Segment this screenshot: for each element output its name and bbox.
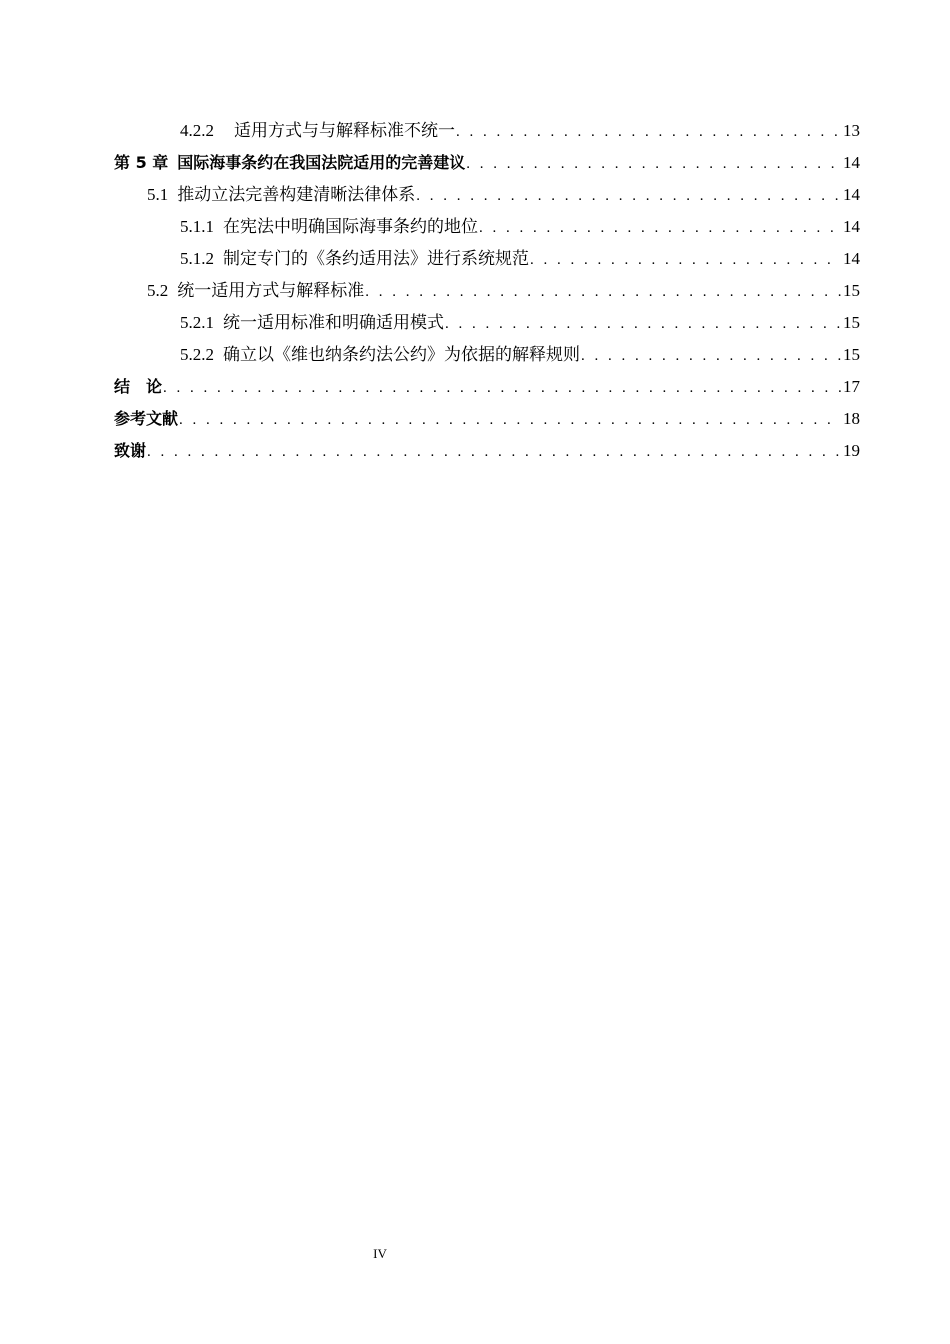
toc-entry-title: 国际海事条约在我国法院适用的完善建议 <box>177 153 466 172</box>
toc-entry-page: 18 <box>843 409 860 428</box>
toc-entry-page: 14 <box>843 217 860 236</box>
dot-leader <box>416 180 841 212</box>
toc-entry-number: 5.1.2 <box>180 249 214 268</box>
toc-entry-number: 5.2.2 <box>180 345 214 364</box>
page-number: IV <box>373 1246 387 1261</box>
toc-entry-number: 5.1.1 <box>180 217 214 236</box>
toc-entry-references[interactable] <box>114 403 860 435</box>
dot-leader <box>179 404 841 436</box>
toc-entry-title: 统一适用标准和明确适用模式 <box>223 313 444 332</box>
dot-leader <box>581 340 841 372</box>
toc-entry-5-2[interactable] <box>114 275 860 307</box>
toc-entry-number: 5.2.1 <box>180 313 214 332</box>
toc-entry-page: 14 <box>843 249 860 268</box>
toc-entry-page: 14 <box>843 185 860 204</box>
toc-entry-acknowledgements[interactable] <box>114 435 860 467</box>
toc-entry-title: 在宪法中明确国际海事条约的地位 <box>223 217 478 236</box>
toc-entry-title: 推动立法完善构建清晰法律体系 <box>177 185 416 204</box>
toc-entry-number: 4.2.2 <box>180 121 214 140</box>
toc-entry-page: 13 <box>843 121 860 140</box>
toc-entry-title: 制定专门的《条约适用法》进行系统规范 <box>223 249 529 268</box>
toc-entry-5-2-1[interactable] <box>114 307 860 339</box>
dot-leader <box>365 276 841 308</box>
dot-leader <box>530 244 841 276</box>
toc-entry-number: 5.1 <box>147 185 169 204</box>
toc-entry-title: 适用方式与与解释标准不统一 <box>234 121 455 140</box>
toc-entry-page: 15 <box>843 313 860 332</box>
toc-entry-5-1[interactable] <box>114 179 860 211</box>
toc-entry-number: 第 5 章 <box>114 153 169 172</box>
toc-entry-5-1-1[interactable] <box>114 211 860 243</box>
dot-leader <box>466 148 841 180</box>
dot-leader <box>163 372 841 404</box>
table-of-contents <box>114 115 860 467</box>
toc-entry-5-1-2[interactable] <box>114 243 860 275</box>
dot-leader <box>456 116 841 148</box>
toc-entry-page: 19 <box>843 441 860 460</box>
toc-entry-title: 确立以《维也纳条约法公约》为依据的解释规则 <box>223 345 580 364</box>
toc-entry-page: 17 <box>843 377 860 396</box>
dot-leader <box>147 436 841 468</box>
toc-entry-chapter-5[interactable] <box>114 147 860 179</box>
toc-entry-page: 14 <box>843 153 860 172</box>
toc-entry-title: 致谢 <box>114 441 147 460</box>
toc-entry-number: 5.2 <box>147 281 169 300</box>
toc-entry-title: 参考文献 <box>114 409 179 428</box>
toc-entry-page: 15 <box>843 281 860 300</box>
toc-entry-title: 结 论 <box>114 377 163 396</box>
toc-entry-title: 统一适用方式与解释标准 <box>177 281 365 300</box>
toc-entry-4-2-2[interactable] <box>114 115 860 147</box>
dot-leader <box>479 212 841 244</box>
toc-entry-conclusion[interactable] <box>114 371 860 403</box>
toc-entry-page: 15 <box>843 345 860 364</box>
toc-entry-5-2-2[interactable] <box>114 339 860 371</box>
dot-leader <box>445 308 841 340</box>
